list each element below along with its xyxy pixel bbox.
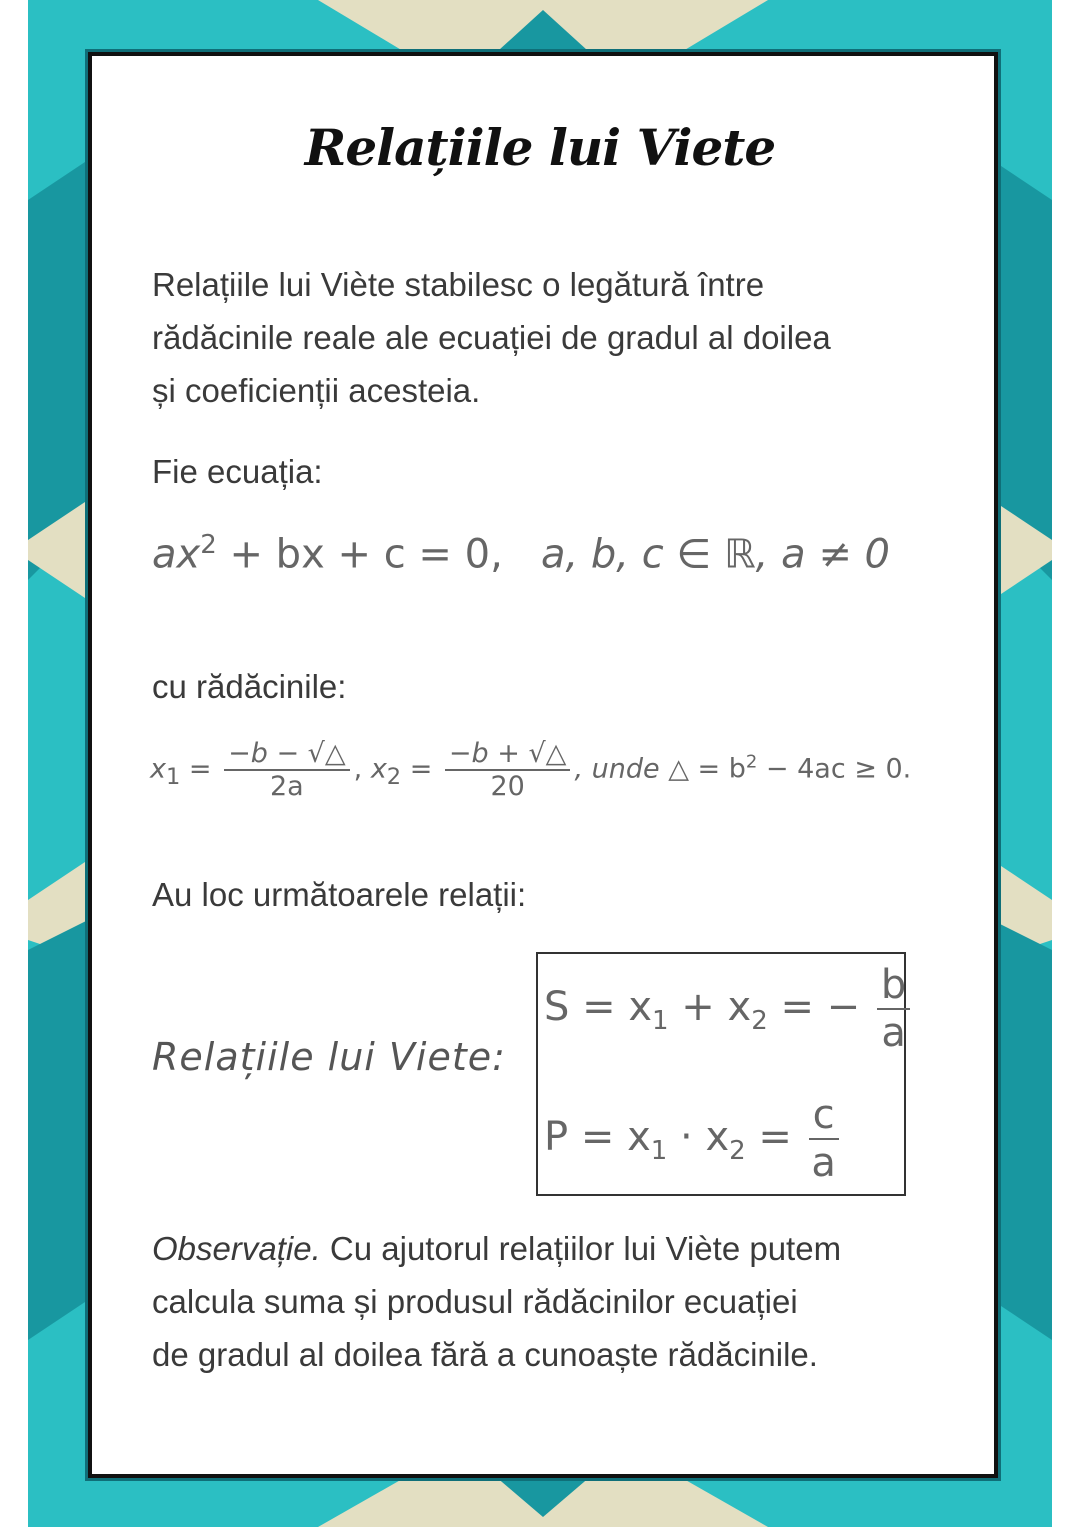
viete-formulas-box	[536, 952, 906, 1196]
delta-exp: 2	[745, 751, 758, 773]
sum-mid: + x	[668, 984, 752, 1030]
roots-formula: $x_1$ = $\frac{-b - √\triangle}{2a}$ , $x_2$ = $\frac{-b + √\triangle}{20}$ , unde △ = $b^2 - 4ac \ge 0$.	[150, 738, 912, 802]
sum-denominator: a	[881, 1010, 906, 1056]
observation-label: Observație.	[152, 1230, 321, 1267]
intro-paragraph	[152, 258, 831, 417]
product-s1: 1	[650, 1136, 668, 1166]
unde: , unde	[574, 753, 660, 785]
product-eq: =	[745, 1114, 792, 1160]
x2-fraction	[445, 738, 571, 802]
x1-numerator: −b − √△	[224, 738, 350, 771]
sum-formula	[544, 962, 914, 1056]
roots-label: cu rădăcinile:	[152, 668, 347, 705]
quadratic-equation	[152, 530, 890, 577]
fie-label: Fie ecuația:	[152, 453, 323, 490]
x1-denominator: 2a	[270, 771, 304, 802]
observation-paragraph	[152, 1222, 841, 1381]
delta-rest: − 4ac ≥ 0.	[757, 753, 912, 785]
x1-sub: 1	[165, 763, 181, 790]
x2-sub: 2	[386, 763, 402, 790]
eq-condition: a, b, c ∈ ℝ, a ≠ 0	[540, 531, 890, 578]
eq-rest: + bx + c = 0,	[216, 531, 503, 578]
sum-fraction	[877, 962, 910, 1056]
x1: x	[150, 753, 166, 785]
sum-s2: 2	[751, 1006, 768, 1036]
eq-lhs: ax	[152, 531, 201, 578]
sum-numerator: b	[877, 962, 910, 1010]
product-lhs: P = x	[544, 1114, 651, 1160]
observation-line: de gradul al doilea fără a cunoaște rădăcinile.	[152, 1336, 818, 1373]
product-s2: 2	[729, 1136, 746, 1166]
product-mid: · x	[667, 1114, 730, 1160]
observation-line	[152, 1222, 841, 1275]
observation-text: Cu ajutorul relațiilor lui Viète putem	[320, 1230, 842, 1267]
x2: x	[370, 753, 387, 785]
intro-line: rădăcinile reale ale ecuației de gradul al doilea	[152, 319, 831, 356]
x1-fraction	[224, 738, 350, 802]
product-fraction	[809, 1092, 839, 1186]
sum-lhs: S = x	[544, 984, 653, 1030]
product-numerator: c	[809, 1092, 839, 1140]
x2-numerator: −b + √△	[445, 738, 571, 771]
relations-label: Au loc următoarele relații:	[152, 876, 527, 913]
product-denominator: a	[811, 1140, 836, 1186]
page-title: Relațiile lui Viete	[304, 118, 776, 177]
product-formula	[544, 1092, 843, 1186]
sum-s1: 1	[652, 1006, 669, 1036]
intro-line: și coeficienții acesteia.	[152, 372, 481, 409]
viete-label: Relațiile lui Viete:	[152, 1035, 506, 1079]
intro-line: Relațiile lui Viète stabilesc o legătură între	[152, 266, 765, 303]
x2-denominator: 20	[490, 771, 525, 802]
delta: △ = b	[668, 753, 746, 785]
eq-exp: 2	[200, 530, 217, 560]
sum-eq: = −	[767, 984, 861, 1030]
observation-line: calcula suma și produsul rădăcinilor ecuației	[152, 1283, 798, 1320]
